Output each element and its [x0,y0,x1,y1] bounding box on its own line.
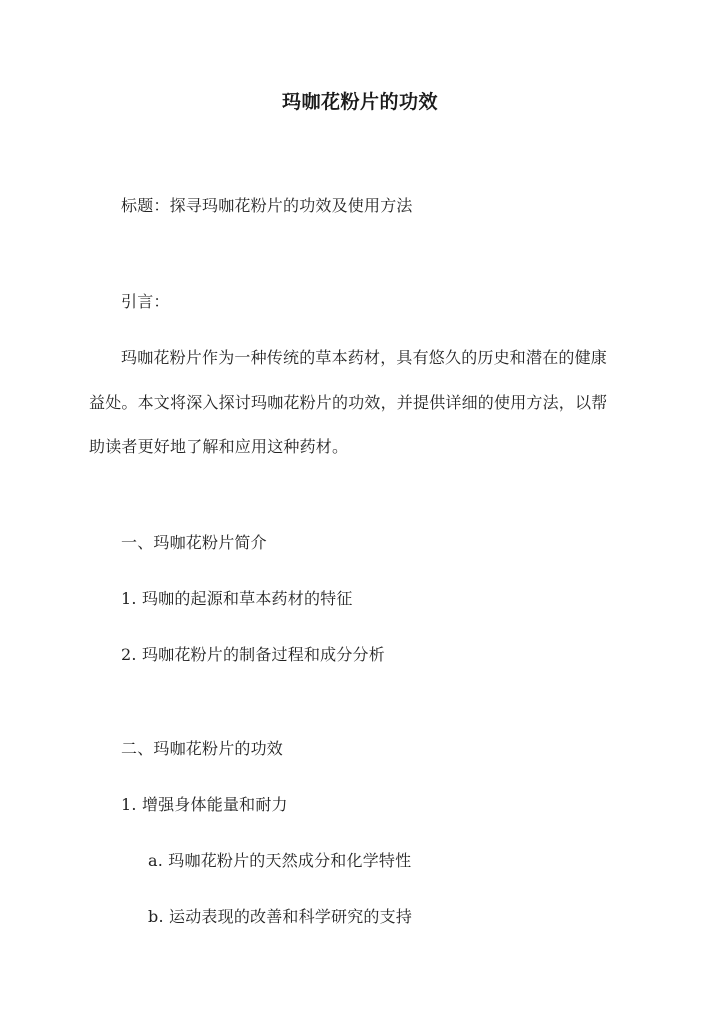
intro-heading: 引言： [121,292,170,311]
section-1-heading: 一、玛咖花粉片简介 [121,533,267,552]
section-2-item-1: 1. 增强身体能量和耐力 [121,795,288,814]
section-1-item-2: 2. 玛咖花粉片的制备过程和成分分析 [121,645,385,664]
section-1-item-1: 1. 玛咖的起源和草本药材的特征 [121,589,353,608]
section-2-heading: 二、玛咖花粉片的功效 [121,739,284,758]
document-title: 玛咖花粉片的功效 [281,91,438,113]
subtitle-line: 标题：探寻玛咖花粉片的功效及使用方法 [121,196,413,215]
section-2-subitem-a: a. 玛咖花粉片的天然成分和化学特性 [148,851,412,870]
intro-paragraph-line-2: 益处。本文将深入探讨玛咖花粉片的功效，并提供详细的使用方法，以帮 [89,393,608,412]
intro-paragraph-line-1: 玛咖花粉片作为一种传统的草本药材，具有悠久的历史和潜在的健康 [121,348,608,367]
intro-paragraph-line-3: 助读者更好地了解和应用这种药材。 [89,437,349,456]
section-2-subitem-b: b. 运动表现的改善和科学研究的支持 [148,907,413,926]
